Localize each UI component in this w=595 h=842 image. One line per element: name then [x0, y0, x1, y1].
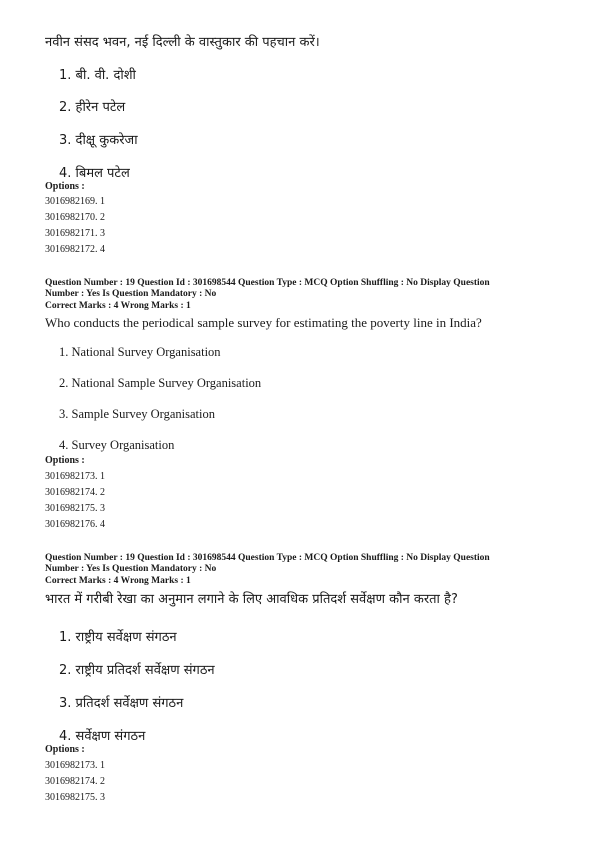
- option-id-4: 3016982176. 4: [45, 519, 105, 530]
- option-4: 4. सर्वेक्षण संगठन: [59, 729, 146, 744]
- option-2: 2. हीरेन पटेल: [59, 100, 126, 115]
- option-3: 3. दीक्षू कुकरेजा: [59, 133, 138, 148]
- option-id-3: 3016982175. 3: [45, 792, 105, 803]
- option-1: 1. बी. वी. दोशी: [59, 68, 136, 83]
- option-4: 4. Survey Organisation: [59, 438, 175, 452]
- options-label: Options :: [45, 455, 85, 466]
- question-meta-line-3: Correct Marks : 4 Wrong Marks : 1: [45, 576, 191, 586]
- option-id-2: 3016982174. 2: [45, 487, 105, 498]
- question-text: नवीन संसद भवन, नई दिल्ली के वास्तुकार की पहचान करें।: [45, 35, 320, 50]
- option-1: 1. National Survey Organisation: [59, 345, 221, 359]
- question-meta-line-2: Number : Yes Is Question Mandatory : No: [45, 289, 217, 299]
- option-1: 1. राष्ट्रीय सर्वेक्षण संगठन: [59, 630, 177, 645]
- option-3: 3. Sample Survey Organisation: [59, 407, 215, 421]
- question-meta-line-1: Question Number : 19 Question Id : 301698544 Question Type : MCQ Option Shuffling : No Display Question: [45, 553, 490, 563]
- option-3: 3. प्रतिदर्श सर्वेक्षण संगठन: [59, 696, 184, 711]
- option-id-4: 3016982172. 4: [45, 244, 105, 255]
- option-2: 2. National Sample Survey Organisation: [59, 376, 262, 390]
- options-label: Options :: [45, 744, 85, 755]
- question-meta-line-1: Question Number : 19 Question Id : 301698544 Question Type : MCQ Option Shuffling : No Display Question: [45, 278, 490, 288]
- option-id-2: 3016982170. 2: [45, 212, 105, 223]
- question-text: Who conducts the periodical sample survey for estimating the poverty line in India?: [45, 315, 482, 330]
- option-id-3: 3016982171. 3: [45, 228, 105, 239]
- question-text: भारत में गरीबी रेखा का अनुमान लगाने के लिए आवधिक प्रतिदर्श सर्वेक्षण कौन करता है?: [45, 592, 458, 607]
- options-label: Options :: [45, 181, 85, 192]
- option-id-1: 3016982173. 1: [45, 471, 105, 482]
- option-id-1: 3016982173. 1: [45, 760, 105, 771]
- option-id-1: 3016982169. 1: [45, 196, 105, 207]
- option-id-3: 3016982175. 3: [45, 503, 105, 514]
- question-meta-line-2: Number : Yes Is Question Mandatory : No: [45, 564, 217, 574]
- option-4: 4. बिमल पटेल: [59, 166, 130, 181]
- option-2: 2. राष्ट्रीय प्रतिदर्श सर्वेक्षण संगठन: [59, 663, 215, 678]
- question-meta-line-3: Correct Marks : 4 Wrong Marks : 1: [45, 301, 191, 311]
- option-id-2: 3016982174. 2: [45, 776, 105, 787]
